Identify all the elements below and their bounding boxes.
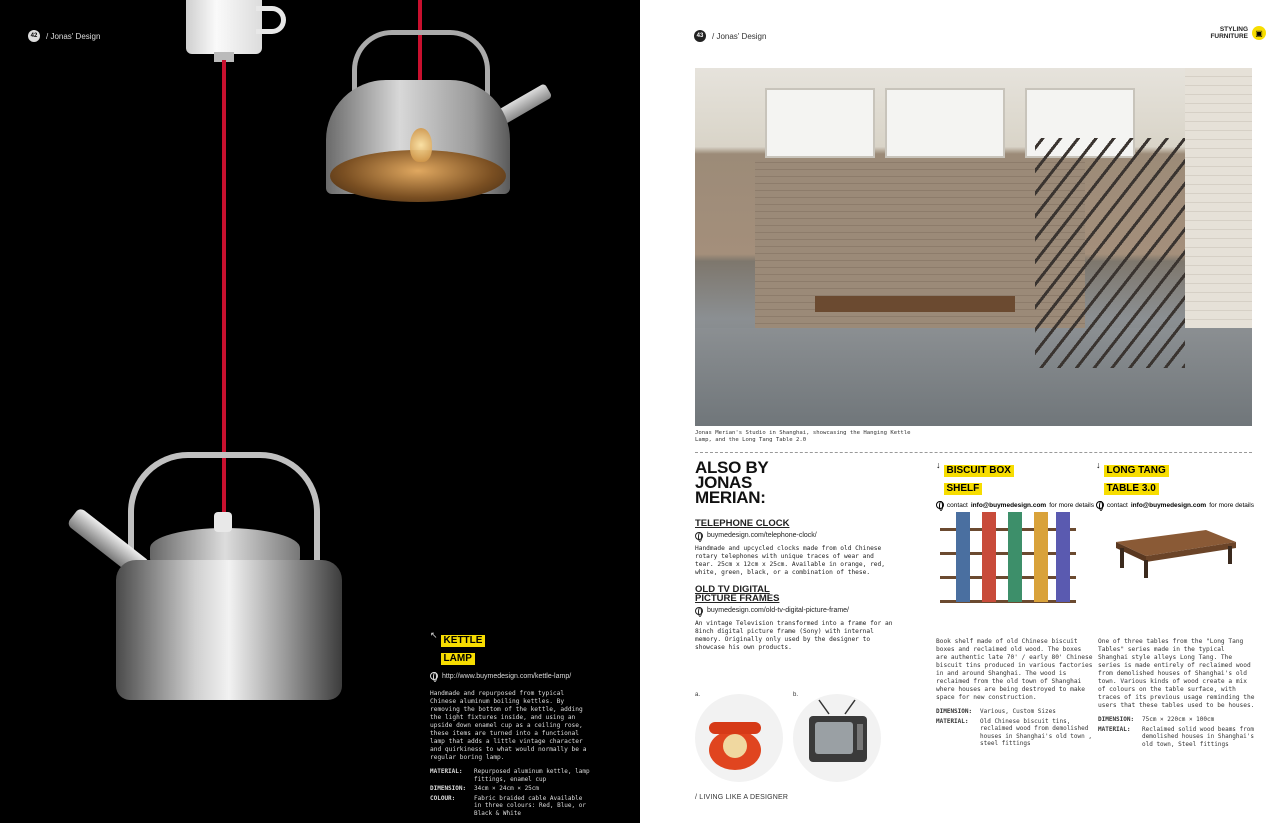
- left-folio: [28, 30, 100, 42]
- contact-post: for more details: [1209, 501, 1254, 509]
- folio-label: / Jonas' Design: [712, 31, 767, 41]
- window: [885, 88, 1005, 158]
- heading-line1: ALSO BY: [695, 458, 769, 477]
- telephone-drawing: [695, 694, 783, 782]
- spec-row: [1098, 726, 1256, 749]
- long-tang-table-image: [1110, 520, 1240, 580]
- right-folio: [694, 30, 766, 42]
- product-url-line: [430, 672, 590, 680]
- title-line2: TABLE 3.0: [1104, 483, 1159, 495]
- spec-row: [430, 785, 590, 793]
- product-title-line2: LAMP: [441, 653, 475, 665]
- product-url-line: [695, 532, 895, 540]
- section-tag-line2: FURNITURE: [1210, 33, 1248, 40]
- title-line2: SHELF: [944, 483, 983, 495]
- title-line1: LONG TANG: [1104, 465, 1169, 477]
- folio-label: / Jonas' Design: [46, 31, 101, 41]
- product-specs: [1098, 716, 1256, 748]
- staircase: [1035, 138, 1185, 368]
- long-tang-table: [815, 296, 1015, 312]
- product-url[interactable]: buymedesign.com/telephone-clock/: [707, 532, 817, 539]
- spec-row: [1098, 716, 1256, 724]
- long-tang-header: [1096, 460, 1254, 509]
- product-thumbnails: [695, 692, 881, 782]
- product-title-line1: KETTLE: [441, 635, 486, 647]
- biscuit-shelf-image: [936, 508, 1080, 608]
- spec-value: 34cm × 24cm × 25cm: [474, 785, 540, 793]
- spec-key: DIMENSION:: [1098, 716, 1135, 723]
- biscuit-shelf-header: [936, 460, 1094, 509]
- product-title: TELEPHONE CLOCK: [695, 518, 790, 529]
- product-specs: [430, 768, 590, 818]
- spec-key: DIMENSION:: [430, 785, 467, 793]
- contact-email[interactable]: info@buymedesign.com: [970, 501, 1047, 509]
- enamel-cup-handle: [256, 6, 286, 34]
- old-tv-image: [793, 694, 881, 782]
- product-url-line: [695, 607, 895, 615]
- sofa-icon: ▣: [1252, 26, 1266, 40]
- arrow-down-icon: ↓: [936, 460, 941, 470]
- section-tag-line1: STYLING: [1219, 26, 1248, 33]
- product-description: Handmade and upcycled clocks made from old Chinese rotary telephones with unique traces of wear and tear. 25cm x 12cm x 25cm. Available in orange, red, white, green, black, or a combination of these.: [695, 544, 885, 576]
- product-url[interactable]: buymedesign.com/old-tv-digital-picture-frame/: [707, 607, 849, 614]
- telephone-clock-thumb: [695, 692, 783, 782]
- spec-key: MATERIAL:: [1098, 725, 1131, 733]
- spec-key: MATERIAL:: [430, 768, 463, 775]
- photo-caption: Jonas Merian's Studio in Shanghai, showcasing the Hanging Kettle Lamp, and the Long Tang Table 2.0: [695, 430, 911, 443]
- contact-pre: contact: [946, 501, 968, 509]
- telephone-clock-image: [695, 694, 783, 782]
- contact-email[interactable]: info@buymedesign.com: [1130, 501, 1207, 509]
- product-url[interactable]: http://www.buymedesign.com/kettle-lamp/: [442, 672, 572, 680]
- contact-post: for more details: [1049, 501, 1094, 509]
- product-title: [695, 585, 895, 604]
- image-label: b.: [793, 692, 799, 698]
- heading-line3: MERIAN:: [695, 488, 766, 507]
- table-drawing: [1110, 520, 1240, 580]
- spec-value: Reclaimed solid wood beams from demolished houses in Shanghai's old town, Steel fittings: [1142, 725, 1254, 748]
- title-line2: PICTURE FRAMES: [695, 593, 780, 604]
- shelf-drawing: [936, 508, 1080, 608]
- spec-row: [936, 718, 1094, 748]
- spec-value: Repurposed aluminum kettle, lamp fittings, enamel cup: [474, 768, 590, 783]
- title-line1: BISCUIT BOX: [944, 465, 1014, 477]
- spec-row: [936, 708, 1094, 716]
- spec-row: [430, 795, 590, 818]
- enamel-cup-ceiling-rose: [186, 0, 262, 54]
- divider: [695, 452, 1252, 453]
- product-description: Book shelf made of old Chinese biscuit boxes and reclaimed old wood. The boxes are authentic late 70' / early 80' Chinese biscuit tins produced in various factories in and around Shanghai. The wood is reclaimed from the old town of Shanghai where houses are being destroyed to make space for new construction.: [936, 638, 1093, 701]
- window: [765, 88, 875, 158]
- also-by-section: [695, 460, 895, 652]
- lower-kettle-knob: [214, 512, 232, 532]
- heading-line2: JONAS: [695, 473, 753, 492]
- page-number: 42: [28, 30, 40, 42]
- bulb: [410, 128, 432, 162]
- spec-value: 75cm × 220cm × 100cm: [1142, 716, 1215, 723]
- brick-wall-right: [1185, 68, 1252, 328]
- spec-value: Fabric braided cable Available in three colours: Red, Blue, or Black & White: [474, 794, 586, 817]
- long-tang-text: [1098, 638, 1256, 750]
- title-line1: OLD TV DIGITAL: [695, 583, 770, 595]
- spec-value: Various, Custom Sizes: [980, 708, 1056, 715]
- contact-pre: contact: [1106, 501, 1128, 509]
- lower-kettle-lamp: [116, 560, 342, 700]
- product-specs: [936, 708, 1094, 748]
- spec-key: MATERIAL:: [936, 717, 969, 725]
- arrow-icon: ↖: [430, 630, 438, 640]
- globe-icon: [430, 672, 438, 680]
- spec-key: COLOUR:: [430, 794, 456, 802]
- contact-line: [1096, 501, 1254, 509]
- spec-value: Old Chinese biscuit tins, reclaimed wood from demolished houses in Shanghai's old town , steel fittings: [980, 717, 1092, 748]
- spec-key: DIMENSION:: [936, 708, 973, 715]
- old-tv-thumb: [793, 692, 881, 782]
- right-page: [640, 0, 1280, 823]
- page-number: 43: [694, 30, 706, 42]
- telephone-clock-block: [695, 519, 895, 577]
- studio-photo: [695, 68, 1252, 426]
- globe-icon: [695, 607, 703, 615]
- product-description: One of three tables from the "Long Tang Tables" series made in the typical Shanghai style alleys Long Tang. The series is made entirely of reclaimed wood from demolished houses of Shanghai's old town. Various kinds of wood create a mix of colours on the table surface, with traces of its previous usage reminding the users that these tables used to be houses.: [1098, 638, 1255, 709]
- section-tag: [1210, 26, 1266, 40]
- globe-icon: [695, 532, 703, 540]
- mail-icon: [1096, 501, 1104, 509]
- old-tv-block: [695, 585, 895, 652]
- product-description: Handmade and repurposed from typical Chinese aluminum boiling kettles. By removing the bottom of the kettle, adding the light fixtures inside, and using an upside down enamel cup as a ceiling rose, these items are turned into a functional lamp that adds a little vintage character and quirkiness to what would normally be a regular boring lamp.: [430, 690, 587, 761]
- arrow-down-icon: ↓: [1096, 460, 1101, 470]
- kettle-lamp-caption: [430, 630, 590, 820]
- also-by-heading: [695, 460, 895, 505]
- biscuit-shelf-text: [936, 638, 1094, 750]
- tv-drawing: [793, 694, 881, 782]
- spec-row: [430, 768, 590, 783]
- page-footer: / LIVING LIKE A DESIGNER: [695, 794, 789, 801]
- product-description: An vintage Television transformed into a frame for an 8inch digital picture frame (Sony) with internal memory. Originally only used by the designer to showcase his own products.: [695, 619, 893, 651]
- image-label: a.: [695, 692, 701, 698]
